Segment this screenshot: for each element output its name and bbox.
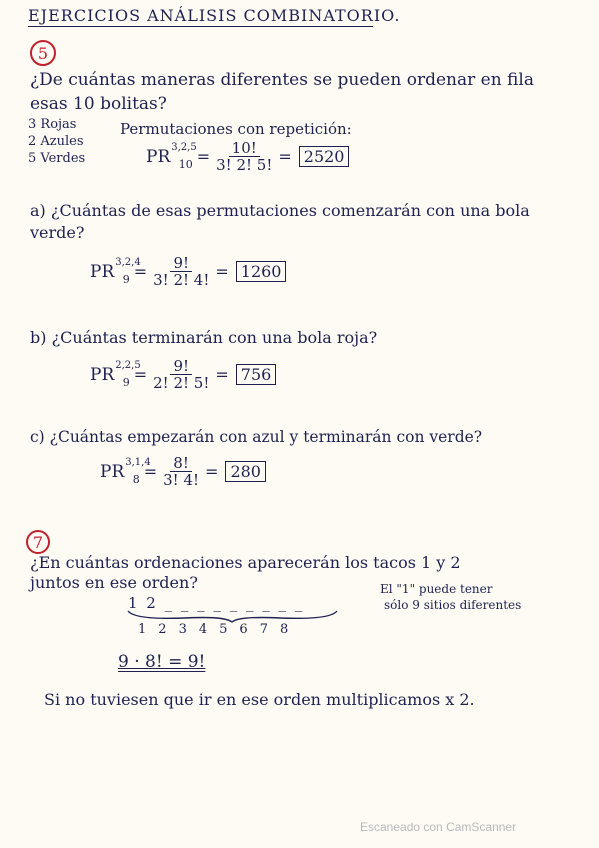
exercise-7-note-line-2: sólo 9 sitios diferentes bbox=[384, 598, 522, 612]
formula-sup: 3,2,5 bbox=[171, 142, 197, 153]
exercise-5-item-2: 2 Azules bbox=[28, 134, 84, 149]
exercise-a-formula: PR$^{3,2,4}_9$ = $\frac{9!}{3! 2! 4!}$ = 1260 bbox=[90, 255, 286, 288]
slot-number: 2 bbox=[158, 622, 167, 637]
slot-number: 5 bbox=[219, 622, 228, 637]
exercise-7-calculation: 9 · 8! = 9! bbox=[118, 652, 206, 672]
formula-lhs: PR bbox=[146, 147, 171, 167]
slot-number: 7 bbox=[259, 622, 268, 637]
title-underline bbox=[28, 26, 373, 27]
slot-number: 6 bbox=[239, 622, 248, 637]
exercise-c-formula: PR$^{3,1,4}_8$ = $\frac{8!}{3! 4!}$ = 280 bbox=[100, 455, 266, 488]
slots-bottom bbox=[138, 622, 288, 637]
slot-number: 1 bbox=[138, 622, 147, 637]
formula-result: 2520 bbox=[299, 146, 350, 167]
exercise-5-question bbox=[30, 68, 560, 116]
slot-number: 3 bbox=[178, 622, 187, 637]
exercise-7-number: 7 bbox=[26, 530, 50, 554]
exercise-b-formula: PR$^{2,2,5}_9$ = $\frac{9!}{2! 2! 5!}$ = 756 bbox=[90, 358, 276, 391]
exercise-7-question-line-2: juntos en ese orden? bbox=[30, 573, 198, 592]
formula-fraction: $\frac{9!}{3! 2! 4!}$ bbox=[153, 254, 210, 289]
formula-result: 1260 bbox=[236, 261, 287, 282]
formula-fraction: $\frac{9!}{2! 2! 5!}$ bbox=[153, 357, 210, 392]
exercise-5-formula: PR$^{3,2,5}_{10}$ = $\frac{10!}{3! 2! 5!}$ = 2520 bbox=[146, 140, 349, 173]
exercise-7-conclusion: Si no tuviesen que ir en ese orden multiplicamos x 2. bbox=[44, 690, 475, 709]
scanner-watermark: Escaneado con CamScanner bbox=[360, 820, 517, 834]
page-title: EJERCICIOS ANÁLISIS COMBINATORIO. bbox=[28, 6, 401, 25]
exercise-5-number: 5 bbox=[30, 40, 56, 66]
exercise-b-question: b) ¿Cuántas terminarán con una bola roja? bbox=[30, 328, 378, 347]
exercise-7-note-line-1: El "1" puede tener bbox=[380, 582, 493, 596]
slot-number: 8 bbox=[279, 622, 289, 637]
formula-result: 756 bbox=[236, 364, 277, 385]
exercise-7-question-line-1: ¿En cuántas ordenaciones aparecerán los tacos 1 y 2 bbox=[30, 553, 461, 572]
exercise-5-item-3: 5 Verdes bbox=[28, 151, 86, 166]
exercise-5-item-1: 3 Rojas bbox=[28, 117, 77, 132]
exercise-5-question-text: ¿De cuántas maneras diferentes se pueden ordenar en fila esas 10 bolitas? bbox=[30, 70, 534, 114]
formula-fraction: $\frac{10!}{3! 2! 5!}$ bbox=[216, 139, 273, 174]
formula-sub: 10 bbox=[178, 158, 193, 171]
slot-number: 4 bbox=[198, 622, 208, 637]
exercise-a-question: a) ¿Cuántas de esas permutaciones comenzarán con una bola verde? bbox=[30, 201, 530, 242]
exercise-5-method: Permutaciones con repetición: bbox=[120, 120, 352, 138]
exercise-c-question: c) ¿Cuántas empezarán con azul y terminarán con verde? bbox=[30, 428, 483, 446]
formula-result: 280 bbox=[225, 461, 266, 482]
formula-fraction: $\frac{8!}{3! 4!}$ bbox=[163, 454, 200, 489]
slots-top: 1 2 _ _ _ _ _ _ _ _ _ bbox=[128, 594, 305, 612]
